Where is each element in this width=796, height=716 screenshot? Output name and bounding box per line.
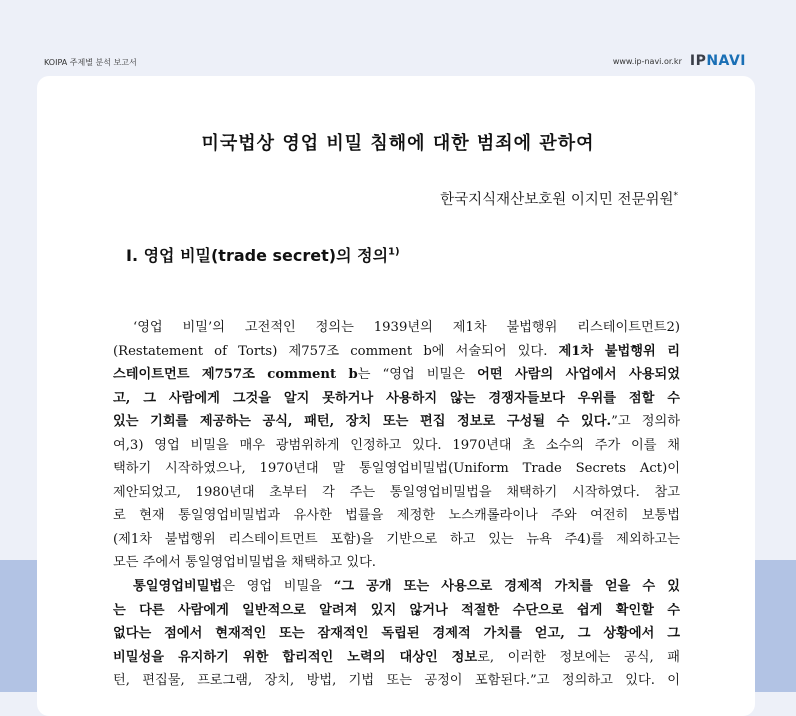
text-line xyxy=(113,528,680,552)
plain-text: 모든 주에서 통일영업비밀법을 채택하고 있다. xyxy=(113,555,377,570)
text-line xyxy=(113,575,680,599)
text-line xyxy=(113,434,680,458)
plain-text: 택하기 시작하였으나, 1970년대 말 통일영업비밀법(Uniform Trade Secrets Act)이 xyxy=(113,461,680,476)
plain-text: 제안되었고, 1980년대 초부터 각 주는 통일영업비밀법을 채택하기 시작하였다. 참고 xyxy=(113,484,680,500)
plain-text: (제1차 불법행위 리스테이트먼트 포함)을 기반으로 하고 있는 뉴욕 주4)를 제외하고는 xyxy=(113,531,680,547)
text-line xyxy=(113,410,680,434)
text-line xyxy=(113,646,680,670)
paragraph-1 xyxy=(113,316,680,575)
bold-text: 없다는 점에서 현재적인 또는 잠재적인 독립된 경제적 가치를 얻고, 그 상황에서 그 xyxy=(113,626,680,641)
bold-text: 는 다른 사람에게 일반적으로 알려져 있지 않거나 적절한 수단으로 쉽게 확인할 수 xyxy=(113,602,680,618)
bold-text: 스테이트먼트 제757조 comment b xyxy=(113,367,358,382)
text-line xyxy=(113,316,680,340)
bold-text: 제1차 불법행위 리 xyxy=(558,343,680,359)
bold-text: “그 공개 또는 사용으로 경제적 가치를 얻을 수 있 xyxy=(333,579,680,594)
text-line xyxy=(113,599,680,623)
text-line xyxy=(113,363,680,387)
logo-text-ip: IP xyxy=(689,53,707,69)
plain-text: 로 현재 통일영업비밀법과 유사한 법률을 제정한 노스캐롤라이나 주와 여전히 보통법 xyxy=(113,508,680,523)
bold-text: 어떤 사람의 사업에서 사용되었 xyxy=(477,367,680,382)
plain-text: 은 영업 비밀을 xyxy=(222,579,334,594)
plain-text: 로, 이러한 정보에는 공식, 패 xyxy=(477,649,680,665)
document-title: 미국법상 영업 비밀 침해에 대한 범죄에 관하여 xyxy=(201,133,595,154)
plain-text: 턴, 편집물, 프로그램, 장치, 방법, 기법 또는 공정이 포함된다.”고 정의하고 있다. 이 xyxy=(113,673,680,688)
plain-text: ‘영업 비밀’의 고전적인 정의는 1939년의 제1차 불법행위 리스테이트먼트2) xyxy=(133,320,680,335)
bold-text: 비밀성을 유지하기 위한 합리적인 노력의 대상인 정보 xyxy=(113,649,478,665)
text-line xyxy=(113,669,680,693)
plain-text: (Restatement of Torts) 제757조 comment b에 서술되어 있다. xyxy=(113,343,559,359)
text-line xyxy=(113,622,680,646)
bold-text: 통일영업비밀법 xyxy=(133,579,223,594)
author-name: 한국지식재산보호원 이지민 전문위원 xyxy=(440,192,674,208)
section-footnote-ref: 1) xyxy=(388,246,400,258)
plain-text: ”고 정의하 xyxy=(611,414,680,429)
text-line xyxy=(113,387,680,411)
text-line xyxy=(113,481,680,505)
text-line xyxy=(113,340,680,364)
plain-text: 여,3) 영업 비밀을 매우 광범위하게 인정하고 있다. 1970년대 초 소수의 주가 이를 채 xyxy=(113,437,680,453)
author-line xyxy=(440,188,678,209)
paragraph-2 xyxy=(113,575,680,693)
section-heading-text: I. 영업 비밀(trade secret)의 정의 xyxy=(126,246,389,265)
text-line xyxy=(113,457,680,481)
report-series-label: KOIPA 주제별 분석 보고서 xyxy=(44,58,137,67)
bold-text: 있는 기회를 제공하는 공식, 패턴, 장치 또는 편집 정보로 구성될 수 있다. xyxy=(113,414,612,429)
website-url[interactable]: www.ip-navi.or.kr xyxy=(612,56,682,66)
bold-text: 고, 그 사람에게 그것을 알지 못하거나 사용하지 않는 경쟁자들보다 우위를 점할 수 xyxy=(113,390,680,406)
text-line xyxy=(113,551,680,575)
ip-navi-logo xyxy=(690,53,746,69)
page-header-right xyxy=(613,53,746,69)
text-line xyxy=(113,504,680,528)
plain-text: 는 “영업 비밀은 xyxy=(357,367,478,382)
logo-text-navi: NAVI xyxy=(706,53,746,69)
section-heading xyxy=(126,243,400,266)
author-footnote-mark: * xyxy=(673,191,678,202)
